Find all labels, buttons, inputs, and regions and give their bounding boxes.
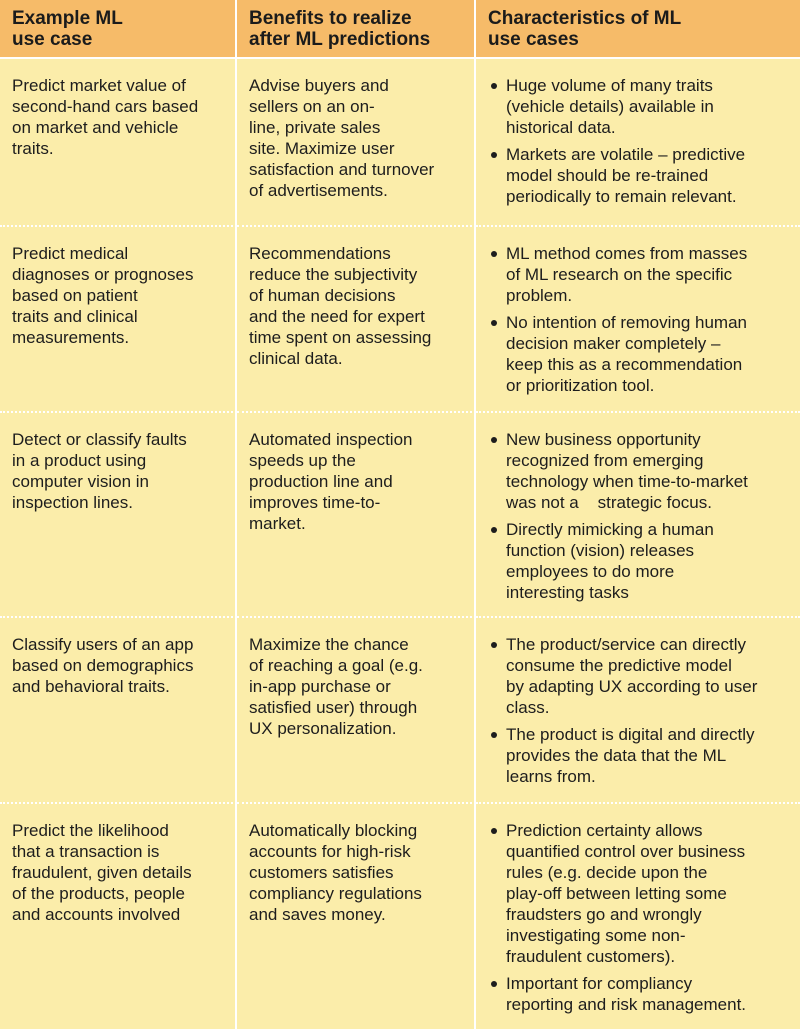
text-line: Automatically blocking (249, 821, 418, 840)
benefits-cell (237, 227, 476, 413)
text-line: customers satisfies (249, 863, 394, 882)
text-line: (vehicle details) available in (506, 97, 714, 116)
bullet-item (490, 519, 788, 603)
text-line: of human decisions (249, 286, 396, 305)
bullet-item (490, 312, 788, 396)
text-line: quantified control over business (506, 842, 746, 861)
text-line: of ML research on the specific (506, 265, 733, 284)
text-line: of the products, people (12, 884, 185, 903)
text-line: reduce the subjectivity (249, 265, 418, 284)
text-line: diagnoses or prognoses (12, 265, 194, 284)
text-line: periodically to remain relevant. (506, 187, 737, 206)
text-line: fraudulent, given details (12, 863, 192, 882)
text-line: of advertisements. (249, 181, 388, 200)
text-line: Detect or classify faults (12, 430, 187, 449)
text-line: on market and vehicle (12, 118, 179, 137)
text-line: satisfaction and turnover (249, 160, 435, 179)
text-line: reporting and risk management. (506, 995, 747, 1014)
characteristics-cell (476, 227, 800, 413)
text-line: or prioritization tool. (506, 376, 655, 395)
text-line: Maximize the chance (249, 635, 409, 654)
text-line: Advise buyers and (249, 76, 389, 95)
bullet-icon (491, 642, 497, 648)
text-line: based on patient (12, 286, 138, 305)
header-characteristics (476, 0, 800, 59)
text-line: provides the data that the ML (506, 746, 727, 765)
text-line: Recommendations (249, 244, 391, 263)
benefits-cell (237, 618, 476, 804)
bullet-item (490, 724, 788, 787)
bullet-item (490, 243, 788, 306)
bullet-icon (491, 732, 497, 738)
header-line: use case (12, 29, 93, 50)
text-line: inspection lines. (12, 493, 133, 512)
text-line: rules (e.g. decide upon the (506, 863, 708, 882)
text-line: was not a strategic focus. (506, 493, 712, 512)
text-line: fraudulent customers). (506, 947, 676, 966)
text-line: improves time-to- (249, 493, 381, 512)
text-line: Markets are volatile – predictive (506, 145, 746, 164)
text-line: based on demographics (12, 656, 194, 675)
text-line: keep this as a recommendation (506, 355, 743, 374)
text-line: traits. (12, 139, 54, 158)
benefits-cell (237, 59, 476, 227)
text-line: satisfied user) through (249, 698, 418, 717)
characteristics-cell (476, 804, 800, 1029)
text-line: second-hand cars based (12, 97, 199, 116)
use-case-cell (0, 804, 237, 1029)
text-line: fraudsters go and wrongly (506, 905, 702, 924)
header-benefits (237, 0, 476, 59)
text-line: Predict market value of (12, 76, 186, 95)
text-line: and behavioral traits. (12, 677, 170, 696)
text-line: historical data. (506, 118, 616, 137)
text-line: New business opportunity (506, 430, 701, 449)
text-line: accounts for high-risk (249, 842, 411, 861)
text-line: technology when time-to-market (506, 472, 748, 491)
text-line: Classify users of an app (12, 635, 194, 654)
bullet-item (490, 75, 788, 138)
text-line: No intention of removing human (506, 313, 747, 332)
use-case-cell (0, 413, 237, 618)
header-line: after ML predictions (249, 29, 431, 50)
text-line: interesting tasks (506, 583, 629, 602)
text-line: in a product using (12, 451, 147, 470)
bullet-icon (491, 83, 497, 89)
bullet-icon (491, 152, 497, 158)
text-line: class. (506, 698, 550, 717)
text-line: and saves money. (249, 905, 386, 924)
text-line: function (vision) releases (506, 541, 695, 560)
use-case-cell (0, 618, 237, 804)
header-example-ml-use-case (0, 0, 237, 59)
text-line: market. (249, 514, 306, 533)
bullet-icon (491, 527, 497, 533)
text-line: site. Maximize user (249, 139, 395, 158)
text-line: clinical data. (249, 349, 343, 368)
benefits-cell (237, 413, 476, 618)
header-line: use cases (488, 29, 579, 50)
text-line: decision maker completely – (506, 334, 721, 353)
text-line: The product is digital and directly (506, 725, 755, 744)
text-line: time spent on assessing (249, 328, 432, 347)
text-line: learns from. (506, 767, 596, 786)
bullet-item (490, 973, 788, 1015)
text-line: Automated inspection (249, 430, 413, 449)
text-line: by adapting UX according to user (506, 677, 758, 696)
bullet-item (490, 144, 788, 207)
text-line: sellers on an on- (249, 97, 375, 116)
text-line: employees to do more (506, 562, 675, 581)
text-line: of reaching a goal (e.g. (249, 656, 423, 675)
header-line: Example ML (12, 8, 123, 29)
text-line: Predict medical (12, 244, 129, 263)
header-line: Characteristics of ML (488, 8, 682, 29)
bullet-item (490, 820, 788, 967)
bullet-item (490, 634, 788, 718)
text-line: model should be re-trained (506, 166, 709, 185)
text-line: that a transaction is (12, 842, 160, 861)
characteristics-cell (476, 618, 800, 804)
text-line: line, private sales (249, 118, 381, 137)
bullet-icon (491, 320, 497, 326)
text-line: traits and clinical (12, 307, 138, 326)
bullet-icon (491, 251, 497, 257)
text-line: Huge volume of many traits (506, 76, 713, 95)
header-line: Benefits to realize (249, 8, 412, 29)
text-line: Important for compliancy (506, 974, 693, 993)
text-line: and accounts involved (12, 905, 181, 924)
bullet-icon (491, 828, 497, 834)
text-line: investigating some non- (506, 926, 686, 945)
text-line: play-off between letting some (506, 884, 727, 903)
text-line: The product/service can directly (506, 635, 746, 654)
text-line: Predict the likelihood (12, 821, 169, 840)
text-line: compliancy regulations (249, 884, 422, 903)
bullet-item (490, 429, 788, 513)
use-case-cell (0, 227, 237, 413)
characteristics-cell (476, 413, 800, 618)
characteristics-cell (476, 59, 800, 227)
text-line: recognized from emerging (506, 451, 704, 470)
use-case-cell (0, 59, 237, 227)
text-line: measurements. (12, 328, 130, 347)
text-line: Directly mimicking a human (506, 520, 714, 539)
text-line: and the need for expert (249, 307, 425, 326)
text-line: consume the predictive model (506, 656, 732, 675)
text-line: Prediction certainty allows (506, 821, 703, 840)
text-line: in-app purchase or (249, 677, 391, 696)
text-line: UX personalization. (249, 719, 397, 738)
benefits-cell (237, 804, 476, 1029)
bullet-icon (491, 437, 497, 443)
text-line: speeds up the (249, 451, 356, 470)
text-line: production line and (249, 472, 393, 491)
text-line: problem. (506, 286, 573, 305)
text-line: ML method comes from masses (506, 244, 748, 263)
text-line: computer vision in (12, 472, 150, 491)
bullet-icon (491, 981, 497, 987)
